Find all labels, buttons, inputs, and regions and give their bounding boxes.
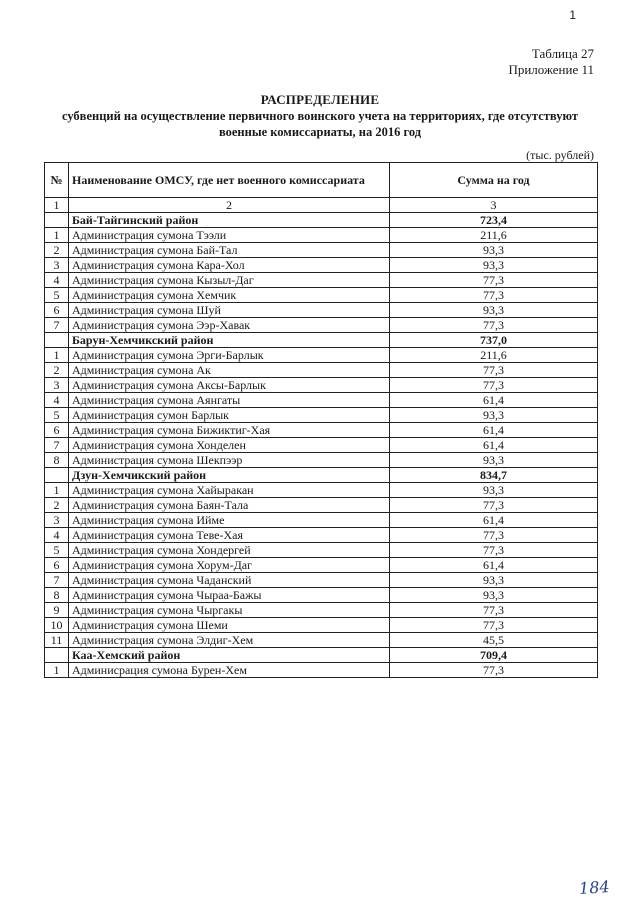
row-number: 3 bbox=[45, 513, 69, 528]
row-sum: 93,3 bbox=[390, 573, 598, 588]
table-row bbox=[45, 513, 598, 528]
table-row bbox=[45, 288, 598, 303]
table-row bbox=[45, 453, 598, 468]
row-name: Администрация сумона Хонделен bbox=[69, 438, 390, 453]
row-name: Администрация сумона Чаданский bbox=[69, 573, 390, 588]
row-number: 9 bbox=[45, 603, 69, 618]
page-number: 1 bbox=[569, 8, 576, 22]
row-name: Администрация сумона Хайыракан bbox=[69, 483, 390, 498]
row-number: 7 bbox=[45, 438, 69, 453]
table-row bbox=[45, 618, 598, 633]
row-name: Администрация сумона Аксы-Барлык bbox=[69, 378, 390, 393]
row-name: Администрация сумона Бай-Тал bbox=[69, 243, 390, 258]
district-total: 723,4 bbox=[390, 213, 598, 228]
table-row bbox=[45, 483, 598, 498]
row-sum: 77,3 bbox=[390, 528, 598, 543]
row-name: Администрация сумона Тээли bbox=[69, 228, 390, 243]
table-row bbox=[45, 273, 598, 288]
row-number: 1 bbox=[45, 228, 69, 243]
table-row bbox=[45, 243, 598, 258]
row-name: Администрация сумона Эрги-Барлык bbox=[69, 348, 390, 363]
row-number: 8 bbox=[45, 588, 69, 603]
document-subtitle bbox=[30, 108, 610, 140]
district-number-cell bbox=[45, 468, 69, 483]
row-sum: 61,4 bbox=[390, 558, 598, 573]
row-sum: 61,4 bbox=[390, 423, 598, 438]
table-row bbox=[45, 603, 598, 618]
table-row bbox=[45, 633, 598, 648]
table-row bbox=[45, 393, 598, 408]
column-index-cell: 3 bbox=[390, 198, 598, 213]
table-row bbox=[45, 423, 598, 438]
row-number: 4 bbox=[45, 273, 69, 288]
subtitle-line-2: военные комиссариаты, на 2016 год bbox=[218, 125, 422, 139]
row-sum: 77,3 bbox=[390, 543, 598, 558]
row-sum: 77,3 bbox=[390, 663, 598, 678]
row-sum: 77,3 bbox=[390, 273, 598, 288]
row-number: 5 bbox=[45, 543, 69, 558]
row-sum: 77,3 bbox=[390, 498, 598, 513]
row-number: 6 bbox=[45, 303, 69, 318]
row-name: Администрация сумона Шуй bbox=[69, 303, 390, 318]
row-number: 2 bbox=[45, 498, 69, 513]
table-row bbox=[45, 543, 598, 558]
row-number: 7 bbox=[45, 573, 69, 588]
row-sum: 77,3 bbox=[390, 618, 598, 633]
row-number: 1 bbox=[45, 348, 69, 363]
column-index-cell: 2 bbox=[69, 198, 390, 213]
row-number: 8 bbox=[45, 453, 69, 468]
row-name: Администрация сумона Ак bbox=[69, 363, 390, 378]
district-row bbox=[45, 333, 598, 348]
table-body bbox=[45, 198, 598, 678]
table-row bbox=[45, 528, 598, 543]
column-index-row bbox=[45, 198, 598, 213]
table-header-row bbox=[45, 163, 598, 198]
row-name: Администрация сумона Теве-Хая bbox=[69, 528, 390, 543]
district-row bbox=[45, 213, 598, 228]
row-sum: 211,6 bbox=[390, 348, 598, 363]
row-number: 1 bbox=[45, 483, 69, 498]
table-row bbox=[45, 363, 598, 378]
table-row bbox=[45, 378, 598, 393]
row-name: Администрация сумона Элдиг-Хем bbox=[69, 633, 390, 648]
district-total: 709,4 bbox=[390, 648, 598, 663]
row-sum: 211,6 bbox=[390, 228, 598, 243]
row-number: 4 bbox=[45, 393, 69, 408]
row-sum: 61,4 bbox=[390, 393, 598, 408]
row-name: Администрация сумона Хемчик bbox=[69, 288, 390, 303]
table-row bbox=[45, 573, 598, 588]
district-number-cell bbox=[45, 333, 69, 348]
document-title: РАСПРЕДЕЛЕНИЕ bbox=[260, 92, 380, 107]
row-sum: 93,3 bbox=[390, 453, 598, 468]
row-name: Админисрация сумона Бурен-Хем bbox=[69, 663, 390, 678]
column-header-name: Наименование ОМСУ, где нет военного комиссариата bbox=[69, 163, 390, 198]
row-sum: 77,3 bbox=[390, 378, 598, 393]
row-name: Администрация сумона Шеми bbox=[69, 618, 390, 633]
row-name: Администрация сумона Бижиктиг-Хая bbox=[69, 423, 390, 438]
handwritten-page-number: 184 bbox=[578, 876, 611, 899]
row-sum: 77,3 bbox=[390, 363, 598, 378]
unit-note: (тыс. рублей) bbox=[526, 148, 594, 162]
row-sum: 93,3 bbox=[390, 303, 598, 318]
row-sum: 93,3 bbox=[390, 243, 598, 258]
table-row bbox=[45, 318, 598, 333]
district-number-cell bbox=[45, 648, 69, 663]
table-row bbox=[45, 498, 598, 513]
row-number: 7 bbox=[45, 318, 69, 333]
row-number: 1 bbox=[45, 663, 69, 678]
table-row bbox=[45, 348, 598, 363]
row-name: Администрация сумона Чыраа-Бажы bbox=[69, 588, 390, 603]
district-number-cell bbox=[45, 213, 69, 228]
row-name: Администрация сумона Хорум-Даг bbox=[69, 558, 390, 573]
district-name: Барун-Хемчикский район bbox=[69, 333, 390, 348]
table-row bbox=[45, 588, 598, 603]
table-row bbox=[45, 303, 598, 318]
row-sum: 61,4 bbox=[390, 513, 598, 528]
row-name: Администрация сумона Баян-Тала bbox=[69, 498, 390, 513]
column-index-cell: 1 bbox=[45, 198, 69, 213]
row-name: Администрация сумона Кара-Хол bbox=[69, 258, 390, 273]
district-row bbox=[45, 468, 598, 483]
district-name: Каа-Хемский район bbox=[69, 648, 390, 663]
allocation-table bbox=[44, 162, 598, 678]
table-row bbox=[45, 228, 598, 243]
row-number: 3 bbox=[45, 258, 69, 273]
row-number: 5 bbox=[45, 408, 69, 423]
district-name: Бай-Тайгинский район bbox=[69, 213, 390, 228]
row-name: Администрация сумона Ийме bbox=[69, 513, 390, 528]
row-number: 5 bbox=[45, 288, 69, 303]
row-sum: 93,3 bbox=[390, 588, 598, 603]
column-header-sum: Сумма на год bbox=[390, 163, 598, 198]
district-name: Дзун-Хемчикский район bbox=[69, 468, 390, 483]
row-number: 10 bbox=[45, 618, 69, 633]
row-sum: 45,5 bbox=[390, 633, 598, 648]
row-number: 2 bbox=[45, 243, 69, 258]
row-number: 6 bbox=[45, 558, 69, 573]
row-number: 4 bbox=[45, 528, 69, 543]
row-name: Администрация сумона Ээр-Хавак bbox=[69, 318, 390, 333]
table-row bbox=[45, 663, 598, 678]
appendix-reference: Приложение 11 bbox=[508, 62, 594, 77]
district-total: 737,0 bbox=[390, 333, 598, 348]
row-sum: 93,3 bbox=[390, 408, 598, 423]
row-sum: 61,4 bbox=[390, 438, 598, 453]
column-header-number: № bbox=[45, 163, 69, 198]
table-row bbox=[45, 408, 598, 423]
table-reference: Таблица 27 bbox=[531, 46, 594, 61]
row-sum: 93,3 bbox=[390, 483, 598, 498]
row-name: Администрация сумона Аянгаты bbox=[69, 393, 390, 408]
row-number: 3 bbox=[45, 378, 69, 393]
table-row bbox=[45, 438, 598, 453]
row-sum: 77,3 bbox=[390, 603, 598, 618]
subtitle-line-1: субвенций на осуществление первичного воинского учета на территориях, где отсутствуют bbox=[61, 109, 579, 123]
row-name: Администрация сумона Хондергей bbox=[69, 543, 390, 558]
row-number: 2 bbox=[45, 363, 69, 378]
table-row bbox=[45, 258, 598, 273]
district-total: 834,7 bbox=[390, 468, 598, 483]
row-number: 11 bbox=[45, 633, 69, 648]
row-name: Администрация сумона Шекпээр bbox=[69, 453, 390, 468]
row-number: 6 bbox=[45, 423, 69, 438]
district-row bbox=[45, 648, 598, 663]
row-name: Администрация сумон Барлык bbox=[69, 408, 390, 423]
row-sum: 93,3 bbox=[390, 258, 598, 273]
row-sum: 77,3 bbox=[390, 318, 598, 333]
row-name: Администрация сумона Чыргакы bbox=[69, 603, 390, 618]
row-sum: 77,3 bbox=[390, 288, 598, 303]
row-name: Администрация сумона Кызыл-Даг bbox=[69, 273, 390, 288]
table-row bbox=[45, 558, 598, 573]
